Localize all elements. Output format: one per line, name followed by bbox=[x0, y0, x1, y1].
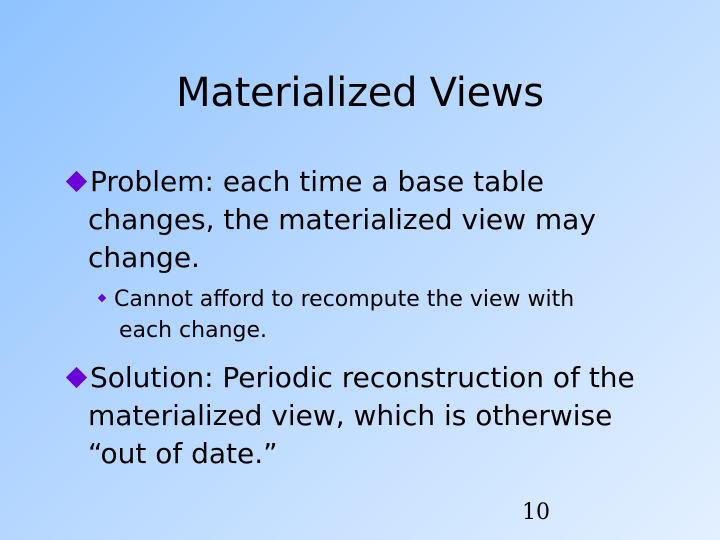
bullet-solution-line3: “out of date.” bbox=[88, 437, 278, 470]
slide-title: Materialized Views bbox=[176, 70, 544, 116]
bullet-solution bbox=[65, 359, 675, 473]
sub-bullet-text: Cannot afford to recompute the view with bbox=[114, 287, 575, 312]
diamond-bullet-icon bbox=[66, 366, 87, 387]
bullet-problem bbox=[65, 163, 675, 277]
bullet-problem-line3: change. bbox=[88, 241, 200, 274]
bullet-solution-line2: materialized view, which is otherwise bbox=[88, 399, 613, 432]
sub-bullet-line2: each change. bbox=[119, 318, 268, 343]
bullet-solution-line1 bbox=[65, 359, 675, 397]
bullet-solution-text: Periodic reconstruction of the bbox=[213, 361, 635, 394]
bullet-problem-line2: changes, the materialized view may bbox=[88, 203, 596, 236]
bullet-solution-keyword: Solution: bbox=[90, 361, 214, 394]
diamond-bullet-icon bbox=[66, 170, 87, 191]
small-diamond-bullet-icon bbox=[98, 293, 106, 301]
sub-bullet-cannot-afford bbox=[96, 284, 636, 346]
bullet-problem-keyword: Problem: bbox=[90, 165, 214, 198]
page-number: 10 bbox=[522, 500, 550, 525]
bullet-problem-text: each time a base table bbox=[213, 165, 545, 198]
bullet-problem-line1 bbox=[65, 163, 675, 201]
sub-bullet-line1 bbox=[96, 284, 636, 315]
